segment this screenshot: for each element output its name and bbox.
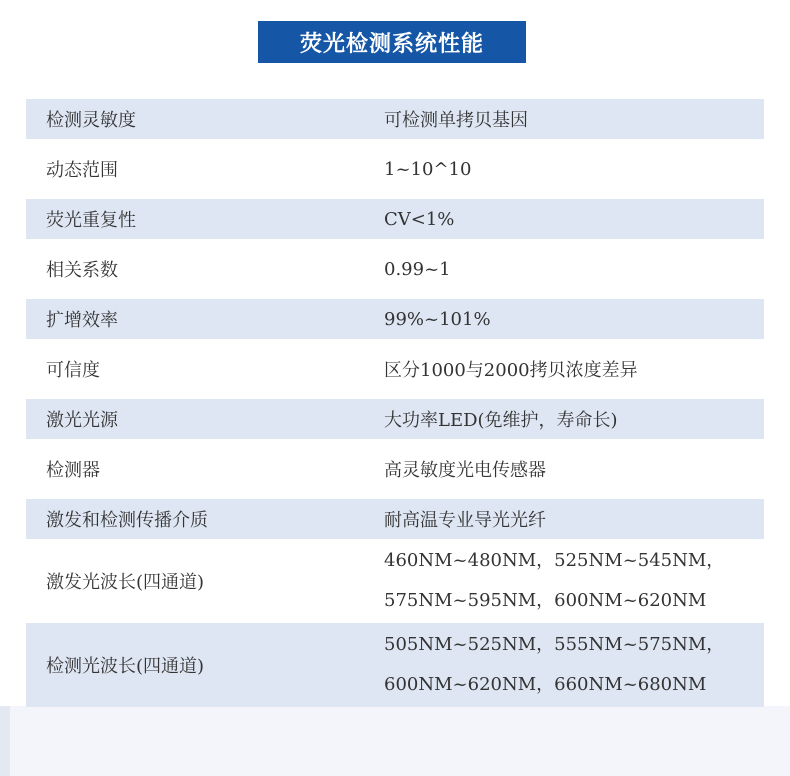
spec-row <box>26 239 764 299</box>
spec-label: 动态范围 <box>46 160 118 181</box>
footer-edge <box>0 706 10 776</box>
spec-value: 可检测单拷贝基因 <box>384 110 528 131</box>
footer-band <box>0 706 790 776</box>
spec-value-line: 460NM~480NM，525NM~545NM， <box>384 550 725 571</box>
spec-value: CV<1% <box>384 208 455 230</box>
spec-row <box>26 99 764 139</box>
spec-row <box>26 339 764 399</box>
spec-label: 可信度 <box>46 360 100 381</box>
spec-value: 99%~101% <box>384 308 491 330</box>
spec-label: 激光光源 <box>46 410 118 431</box>
spec-value <box>384 636 764 694</box>
spec-value: 大功率LED(免维护，寿命长) <box>384 410 618 431</box>
spec-value: 区分1000与2000拷贝浓度差异 <box>384 360 638 381</box>
spec-row <box>26 299 764 339</box>
spec-value: 1~10^10 <box>384 158 472 180</box>
spec-label: 扩增效率 <box>46 310 118 331</box>
spec-label: 检测灵敏度 <box>46 110 136 131</box>
page-title: 荧光检测系统性能 <box>258 21 526 63</box>
spec-value-line: 575NM~595NM，600NM~620NM <box>384 590 707 611</box>
spec-value-line: 600NM~620NM，660NM~680NM <box>384 674 707 695</box>
spec-row <box>26 623 764 707</box>
spec-label: 激发光波长(四通道) <box>46 572 205 593</box>
spec-label: 荧光重复性 <box>46 210 136 231</box>
spec-row <box>26 399 764 439</box>
spec-value: 耐高温专业导光光纤 <box>384 510 546 531</box>
spec-value: 高灵敏度光电传感器 <box>384 460 546 481</box>
spec-row <box>26 539 764 623</box>
spec-row <box>26 139 764 199</box>
spec-label: 检测器 <box>46 460 100 481</box>
spec-label: 激发和检测传播介质 <box>46 510 208 531</box>
spec-label: 检测光波长(四通道) <box>46 656 205 677</box>
spec-value-line: 505NM~525NM，555NM~575NM， <box>384 634 725 655</box>
spec-value: 0.99~1 <box>384 258 451 280</box>
spec-row <box>26 199 764 239</box>
spec-label: 相关系数 <box>46 260 118 281</box>
spec-row <box>26 439 764 499</box>
spec-row <box>26 499 764 539</box>
spec-value <box>384 552 764 610</box>
spec-table <box>26 99 764 707</box>
